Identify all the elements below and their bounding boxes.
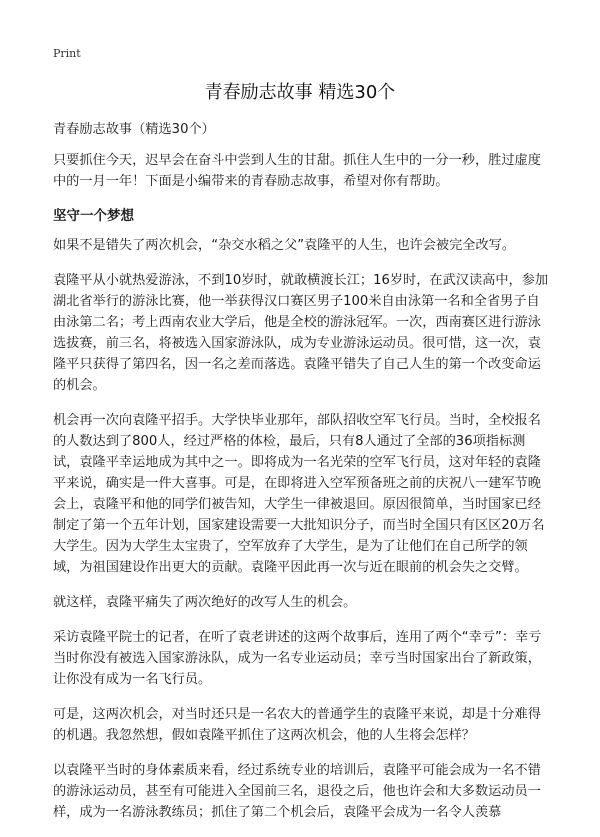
section-heading: 坚守一个梦想 xyxy=(53,208,134,224)
page-title: 青春励志故事 精选30个 xyxy=(204,82,396,103)
body-paragraph: 就这样，袁隆平痛失了两次绝好的改写人生的机会。 xyxy=(53,595,357,610)
body-paragraph: 以袁隆平当时的身体素质来看，经过系统专业的培训后，袁隆平可能会成为一名不错的游泳运动员，甚至有可能进入全国前三名，退役之后，他也许会和大多数运动员一样，成为一名游泳教练员；抓住了第二个机会后，袁隆平会成为一名令人羡慕 xyxy=(53,763,541,820)
article-body xyxy=(53,119,549,837)
body-paragraph: 袁隆平从小就热爱游泳，不到10岁时，就敢横渡长江；16岁时，在武汉读高中，参加湖北省举行的游泳比赛，他一举获得汉口赛区男子100米自由泳第一名和全省男子自由泳第二名；考上西南农业大学后，他是全校的游泳冠军。一次，西南赛区进行游泳选拔赛，前三名，将被选入国家游泳队，成为专业游泳运动员。很可惜，这一次，袁隆平只获得了第四名，因一名之差而落选。袁隆平错失了自己人生的第一个改变命运的机会。 xyxy=(53,273,549,393)
intro-paragraph: 只要抓住今天，迟早会在奋斗中尝到人生的甘甜。抓住人生中的一分一秒，胜过虚度中的一月一年！下面是小编带来的青春励志故事，希望对你有帮助。 xyxy=(53,153,541,189)
print-link[interactable]: Print xyxy=(53,47,81,60)
body-paragraph: 机会再一次向袁隆平招手。大学快毕业那年，部队招收空军飞行员。当时，全校报名的人数达到了800人，经过严格的体检，最后，只有8人通过了全部的36项指标测试，袁隆平幸运地成为其中之一。即将成为一名光荣的空军飞行员，这对年轻的袁隆平来说，确实是一件大喜事。可是，在即将进入空军预备班之前的庆祝八一建军节晚会上，袁隆平和他的同学们被告知，大学生一律被退回。原因很简单，当时国家已经制定了第一个五年计划，国家建设需要一大批知识分子，而当时全国只有区区20万名大学生。因为大学生太宝贵了，空军放弃了大学生，是为了让他们在自己所学的领域，为祖国建设作出更大的贡献。袁隆平因此再一次与近在眼前的机会失之交臂。 xyxy=(53,413,545,575)
body-paragraph: 采访袁隆平院士的记者，在听了袁老讲述的这两个故事后，连用了两个“幸亏”：幸亏当时你没有被选入国家游泳队，成为一名专业运动员；幸亏当时国家出台了新政策，让你没有成为一名飞行员。 xyxy=(53,630,542,687)
body-paragraph: 如果不是错失了两次机会，“杂交水稻之父”袁隆平的人生，也许会被完全改写。 xyxy=(53,238,516,253)
body-paragraph: 可是，这两次机会，对当时还只是一名农大的普通学生的袁隆平来说，却是十分难得的机遇。我忽然想，假如袁隆平抓住了这两次机会，他的人生将会怎样？ xyxy=(53,707,541,743)
article-subtitle: 青春励志故事（精选30个） xyxy=(53,122,215,137)
